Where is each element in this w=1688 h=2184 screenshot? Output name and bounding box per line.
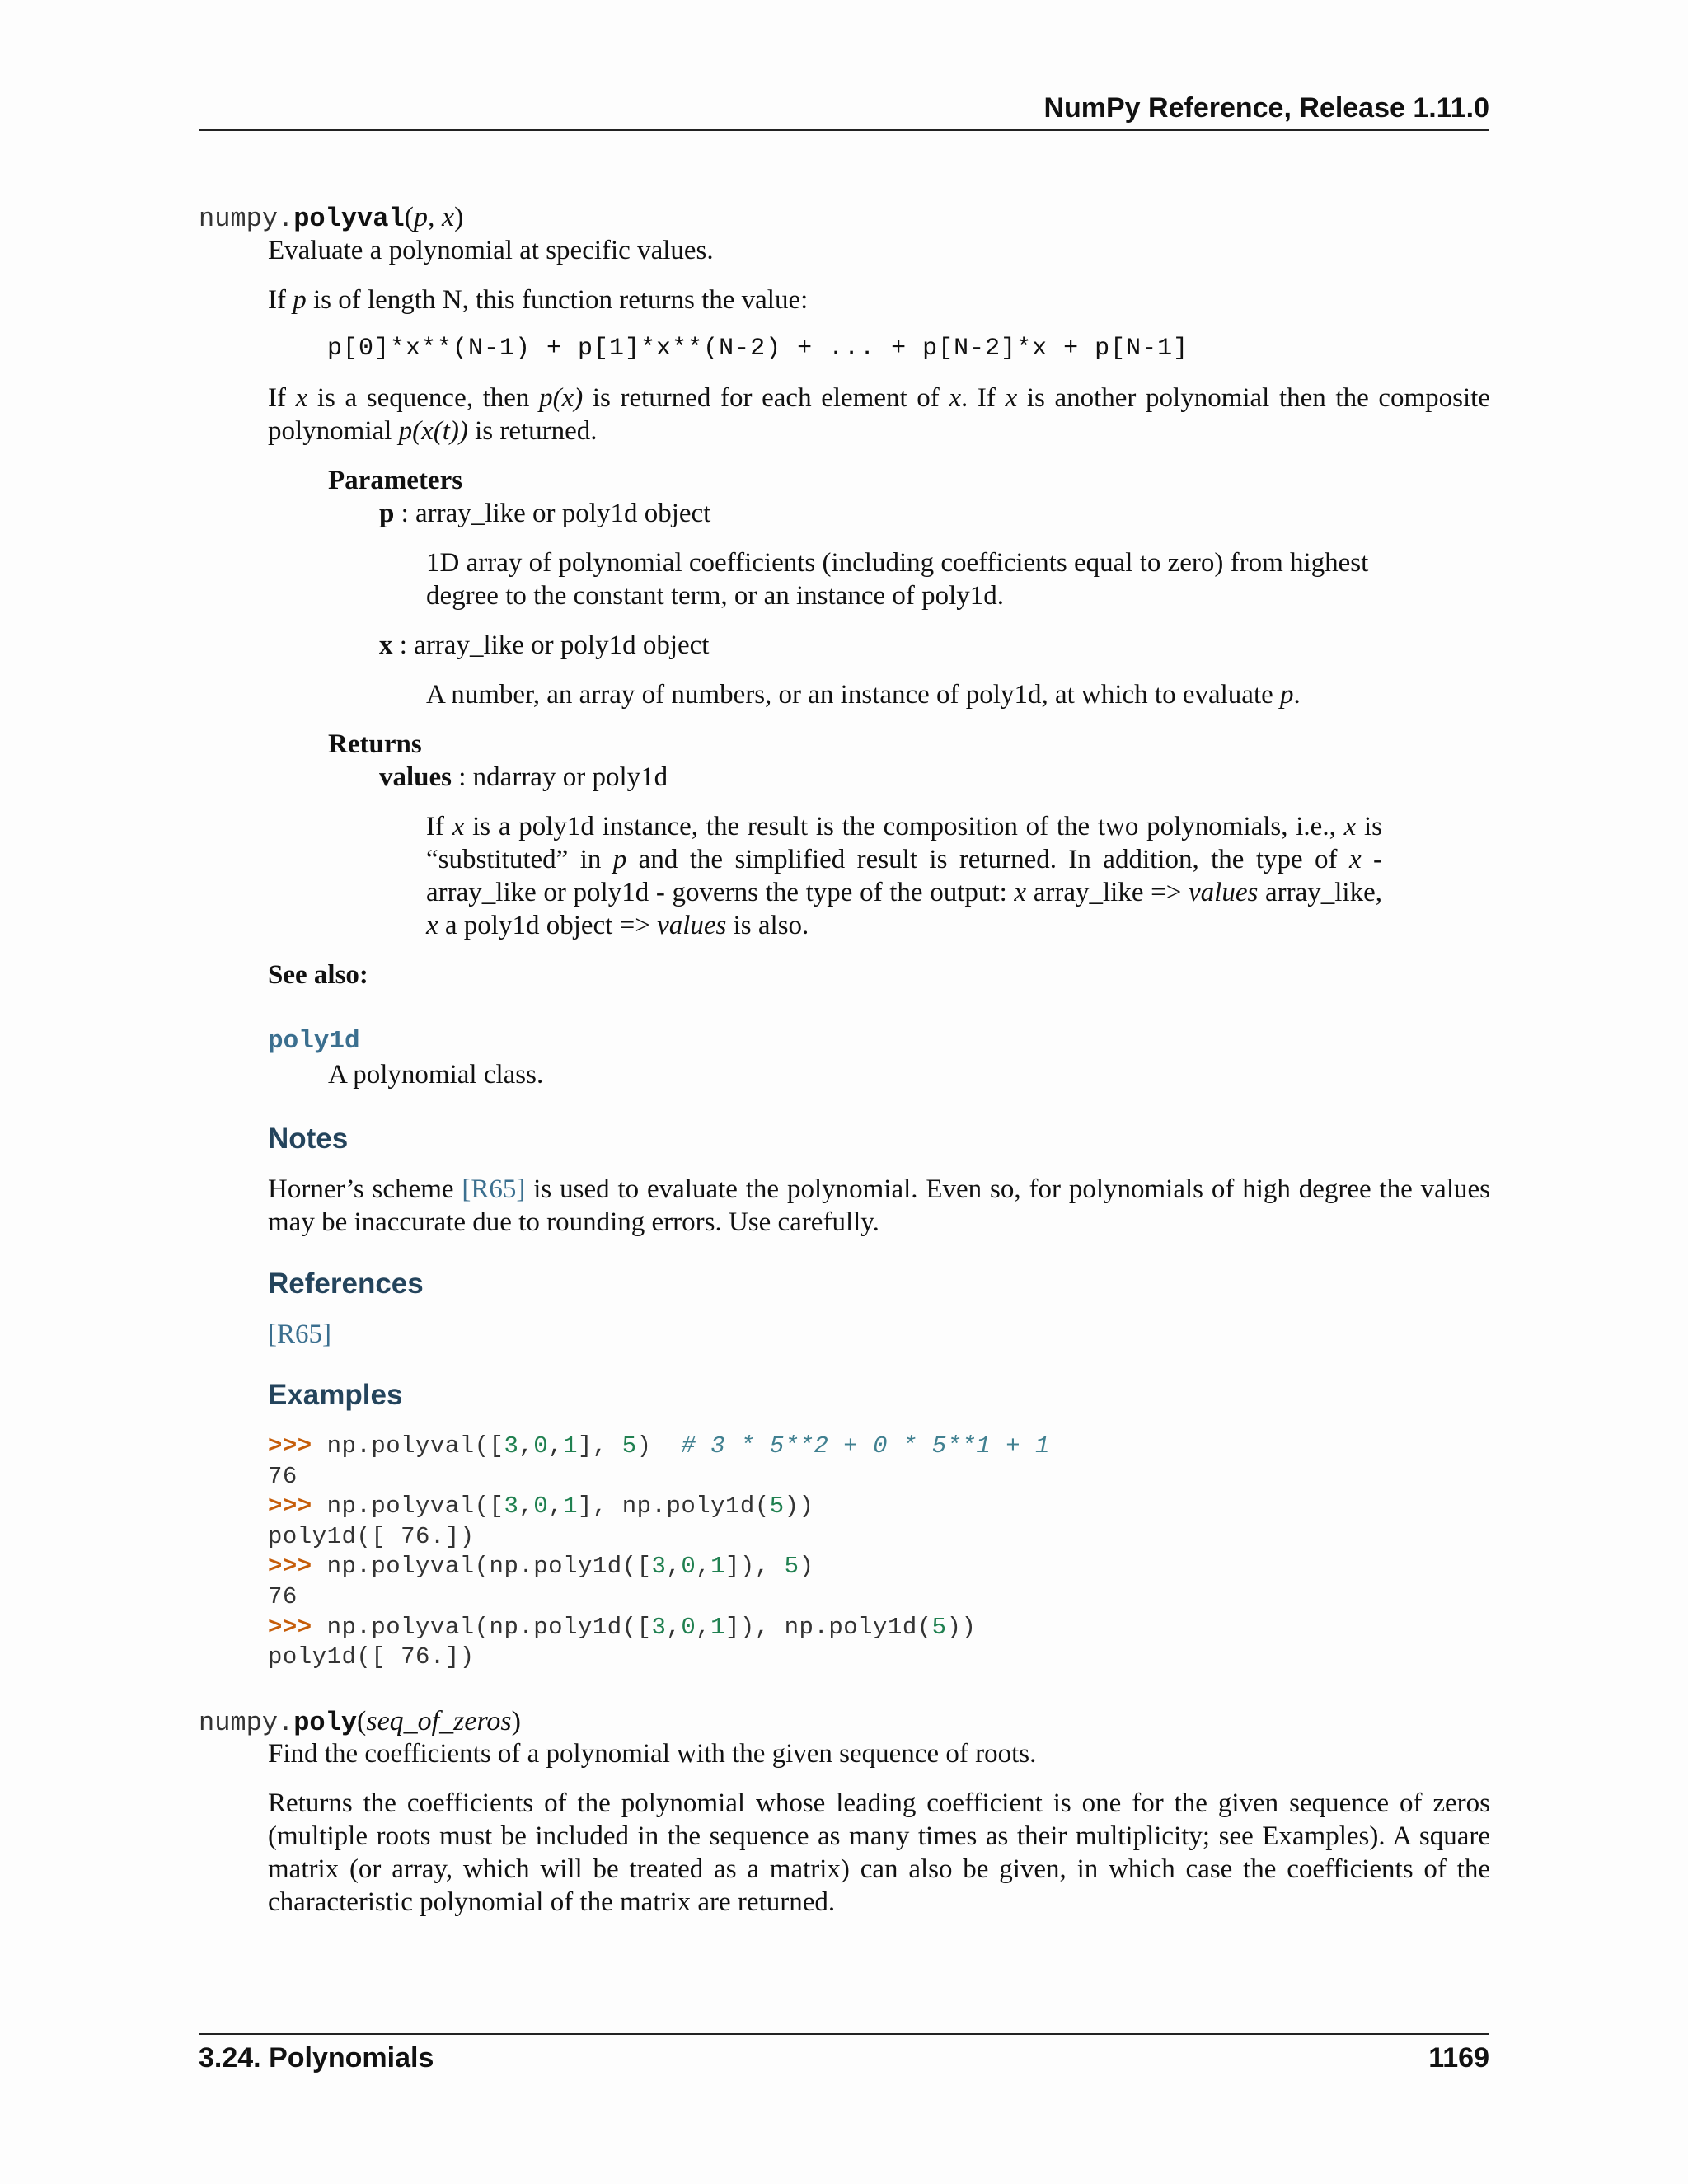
poly-description: Returns the coefficients of the polynomial whose leading coefficient is one for the given sequence of zeros (multiple roots must be included in the sequence as many times as their multiplicity; see Examples). A square matrix (or array, which will be treated as a matrix) can also be given, in which case the coefficients of the characteristic polynomial of the matrix are returned. (268, 1788, 1490, 1917)
code-output: 76 (268, 1462, 298, 1490)
notes-heading: Notes (268, 1122, 349, 1155)
sig-close-paren: ) (511, 1706, 521, 1736)
code-line: >>> np.polyval([3,0,1], np.poly1d(5)) (268, 1493, 814, 1521)
code-line: >>> np.polyval([3,0,1], 5) # 3 * 5**2 + 0 * 5**1 + 1 (268, 1432, 1050, 1460)
header-rule (199, 129, 1489, 131)
return-values-header: values : ndarray or poly1d (379, 762, 668, 792)
parameters-label: Parameters (328, 466, 463, 495)
sig-close-paren: ) (454, 202, 464, 232)
sig-function-name: poly (293, 1708, 358, 1738)
polyval-sequence-paragraph: If x is a sequence, then p(x) is returned for each element of x. If x is another polynomial then the composite polynomial p(x(t)) is returned. (268, 383, 1490, 446)
code-output: 76 (268, 1582, 298, 1610)
poly-signature (199, 1706, 521, 1738)
see-also-description: A polynomial class. (328, 1060, 544, 1090)
sig-function-name: polyval (293, 204, 405, 234)
param-x-header: x : array_like or poly1d object (379, 630, 710, 660)
code-line: >>> np.polyval(np.poly1d([3,0,1]), np.poly1d(5)) (268, 1613, 977, 1641)
sig-open-paren: ( (404, 202, 414, 232)
examples-heading: Examples (268, 1379, 403, 1411)
polyval-intro: If p is of length N, this function returns the value: (268, 285, 809, 315)
notes-paragraph: Horner’s scheme [R65] is used to evaluate the polynomial. Even so, for polynomials of high degree the values may be inaccurate due to rounding errors. Use carefully. (268, 1174, 1490, 1237)
footer-section: 3.24. Polynomials (199, 2042, 434, 2074)
poly-summary: Find the coefficients of a polynomial with the given sequence of roots. (268, 1739, 1037, 1769)
sig-module: numpy. (199, 1708, 294, 1738)
polyval-summary: Evaluate a polynomial at specific values. (268, 236, 714, 265)
returns-label: Returns (328, 729, 422, 759)
footer-page-number: 1169 (1428, 2042, 1489, 2074)
return-values-description: If x is a poly1d instance, the result is the composition of the two polynomials, i.e., x is “substituted” in p and the simplified result is returned. In addition, the type of x - array_like or poly1d - governs the type of the output: x array_like => values array_like, x a poly1d object => values is also. (426, 812, 1383, 940)
polyval-formula: p[0]*x**(N-1) + p[1]*x**(N-2) + ... + p[N-2]*x + p[N-1] (327, 335, 1189, 363)
code-line: >>> np.polyval(np.poly1d([3,0,1]), 5) (268, 1553, 814, 1581)
param-p-name: p (379, 499, 395, 528)
sig-open-paren: ( (357, 1706, 367, 1736)
examples-code-block (268, 1432, 1050, 1673)
sig-module: numpy. (199, 204, 294, 234)
param-x-description: A number, an array of numbers, or an instance of poly1d, at which to evaluate p. (426, 680, 1301, 710)
footer-rule (199, 2033, 1489, 2035)
polyval-signature (199, 202, 463, 234)
references-r65-link[interactable]: [R65] (268, 1319, 331, 1349)
see-also-label: See also: (268, 960, 368, 990)
references-heading: References (268, 1268, 424, 1300)
return-values-name: values (379, 762, 452, 792)
see-also-poly1d-link[interactable]: poly1d (268, 1027, 360, 1056)
sig-args: p, x (413, 202, 455, 232)
code-output: poly1d([ 76.]) (268, 1643, 475, 1671)
param-p-description: 1D array of polynomial coefficients (including coefficients equal to zero) from highest degree to the constant term, or an instance of poly1d. (426, 548, 1369, 611)
code-output: poly1d([ 76.]) (268, 1522, 475, 1550)
param-p-header: p : array_like or poly1d object (379, 499, 711, 528)
notes-reference-link[interactable]: [R65] (462, 1174, 526, 1204)
sig-args: seq_of_zeros (366, 1706, 512, 1736)
param-x-name: x (379, 630, 393, 660)
running-header: NumPy Reference, Release 1.11.0 (1043, 92, 1489, 124)
